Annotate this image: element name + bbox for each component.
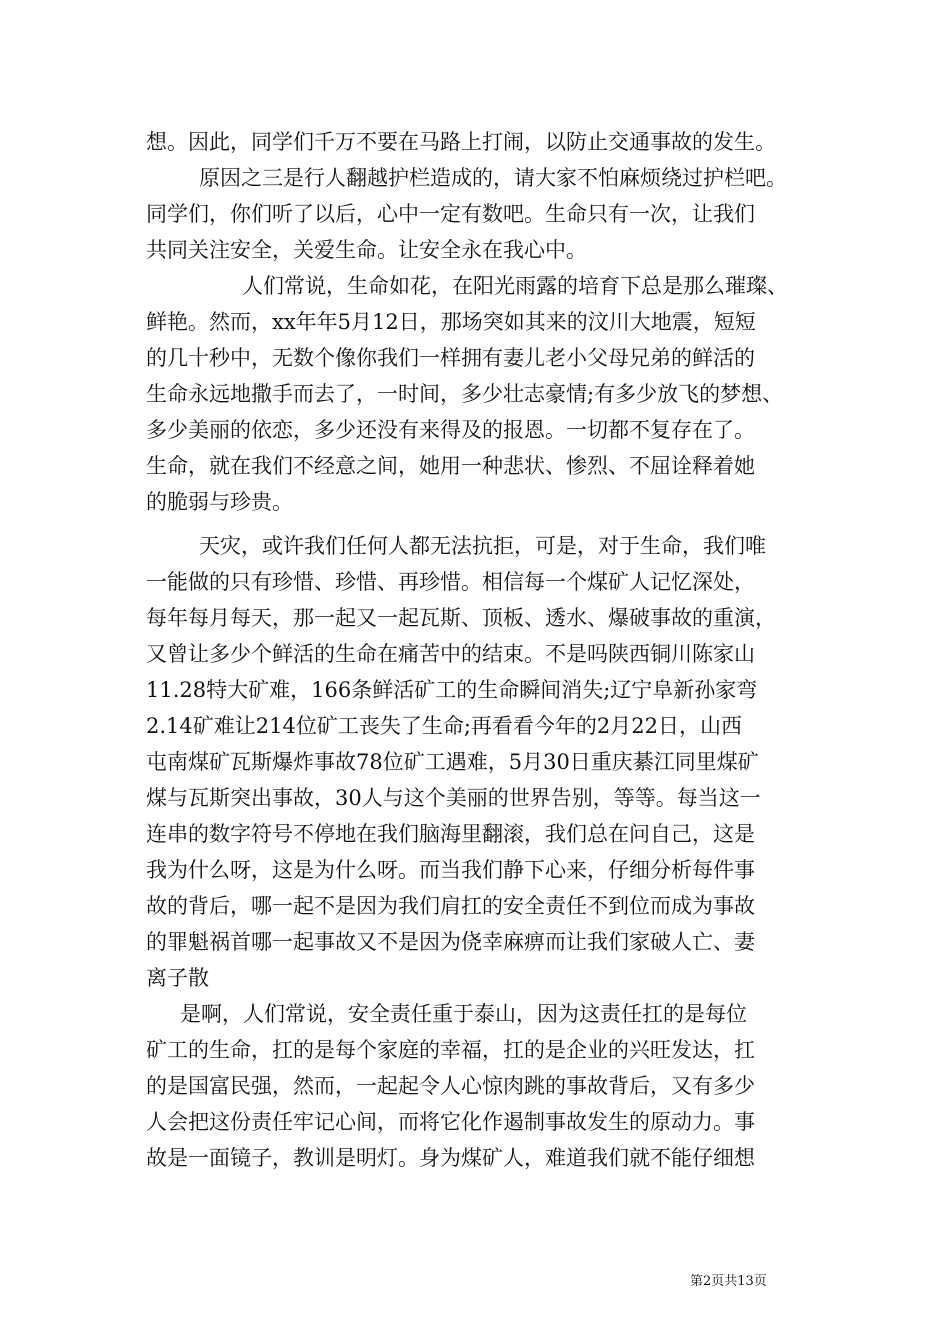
paragraph-line: 我为什么呀，这是为什么呀。而当我们静下心来，仔细分析每件事 bbox=[146, 858, 755, 882]
paragraph-line: 人会把这份责任牢记心间，而将它化作遏制事故发生的原动力。事 bbox=[146, 1110, 755, 1134]
paragraph-line: 煤与瓦斯突出事故，30人与这个美丽的世界告别，等等。每当这一 bbox=[146, 786, 761, 810]
paragraph-line: 想。因此，同学们千万不要在马路上打闹，以防止交通事故的发生。 bbox=[146, 130, 776, 154]
paragraph-line: 每年每月每天，那一起又一起瓦斯、顶板、透水、爆破事故的重演， bbox=[146, 606, 776, 630]
paragraph-line: 矿工的生命，扛的是每个家庭的幸福，扛的是企业的兴旺发达，扛 bbox=[146, 1038, 755, 1062]
paragraph-line: 的是国富民强，然而，一起起令人心惊肉跳的事故背后，又有多少 bbox=[146, 1074, 755, 1098]
paragraph-line: 离子散 bbox=[146, 966, 209, 990]
paragraph-line: 原因之三是行人翻越护栏造成的，请大家不怕麻烦绕过护栏吧。 bbox=[199, 166, 787, 190]
paragraph-line: 故是一面镜子，教训是明灯。身为煤矿人，难道我们就不能仔细想 bbox=[146, 1146, 755, 1170]
paragraph-line: 又曾让多少个鲜活的生命在痛苦中的结束。不是吗陕西铜川陈家山 bbox=[146, 642, 755, 666]
paragraph-line: 生命永远地撒手而去了，一时间，多少壮志豪情;有多少放飞的梦想、 bbox=[146, 382, 784, 406]
paragraph-line: 共同关注安全，关爱生命。让安全永在我心中。 bbox=[146, 238, 587, 262]
paragraph-line: 生命，就在我们不经意之间，她用一种悲状、惨烈、不屈诠释着她 bbox=[146, 454, 755, 478]
paragraph-line: 人们常说，生命如花，在阳光雨露的培育下总是那么璀璨、 bbox=[242, 274, 788, 298]
paragraph-line: 天灾，或许我们任何人都无法抗拒，可是，对于生命，我们唯 bbox=[199, 534, 766, 558]
paragraph-line: 鲜艳。然而，xx年年5月12日，那场突如其来的汶川大地震，短短 bbox=[146, 310, 756, 334]
page-number: 第2页共13页 bbox=[690, 1274, 767, 1289]
paragraph-line: 一能做的只有珍惜、珍惜、再珍惜。相信每一个煤矿人记忆深处， bbox=[146, 570, 755, 594]
paragraph-line: 多少美丽的依恋，多少还没有来得及的报恩。一切都不复存在了。 bbox=[146, 418, 755, 442]
paragraph-line: 的脆弱与珍贵。 bbox=[146, 490, 293, 514]
paragraph-line: 是啊，人们常说，安全责任重于泰山，因为这责任扛的是每位 bbox=[180, 1002, 747, 1026]
paragraph-line: 11.28特大矿难，166条鲜活矿工的生命瞬间消失;辽宁阜新孙家弯 bbox=[146, 678, 758, 702]
paragraph-line: 的罪魁祸首哪一起事故又不是因为侥幸麻痹而让我们家破人亡、妻 bbox=[146, 930, 755, 954]
paragraph-line: 屯南煤矿瓦斯爆炸事故78位矿工遇难，5月30日重庆綦江同里煤矿 bbox=[146, 750, 759, 774]
paragraph-line: 连串的数字符号不停地在我们脑海里翻滚，我们总在问自己，这是 bbox=[146, 822, 755, 846]
paragraph-line: 同学们，你们听了以后，心中一定有数吧。生命只有一次，让我们 bbox=[146, 202, 755, 226]
paragraph-line: 2.14矿难让214位矿工丧失了生命;再看看今年的2月22日，山西 bbox=[146, 714, 742, 738]
paragraph-line: 故的背后，哪一起不是因为我们肩扛的安全责任不到位而成为事故 bbox=[146, 894, 755, 918]
paragraph-line: 的几十秒中，无数个像你我们一样拥有妻儿老小父母兄弟的鲜活的 bbox=[146, 346, 755, 370]
